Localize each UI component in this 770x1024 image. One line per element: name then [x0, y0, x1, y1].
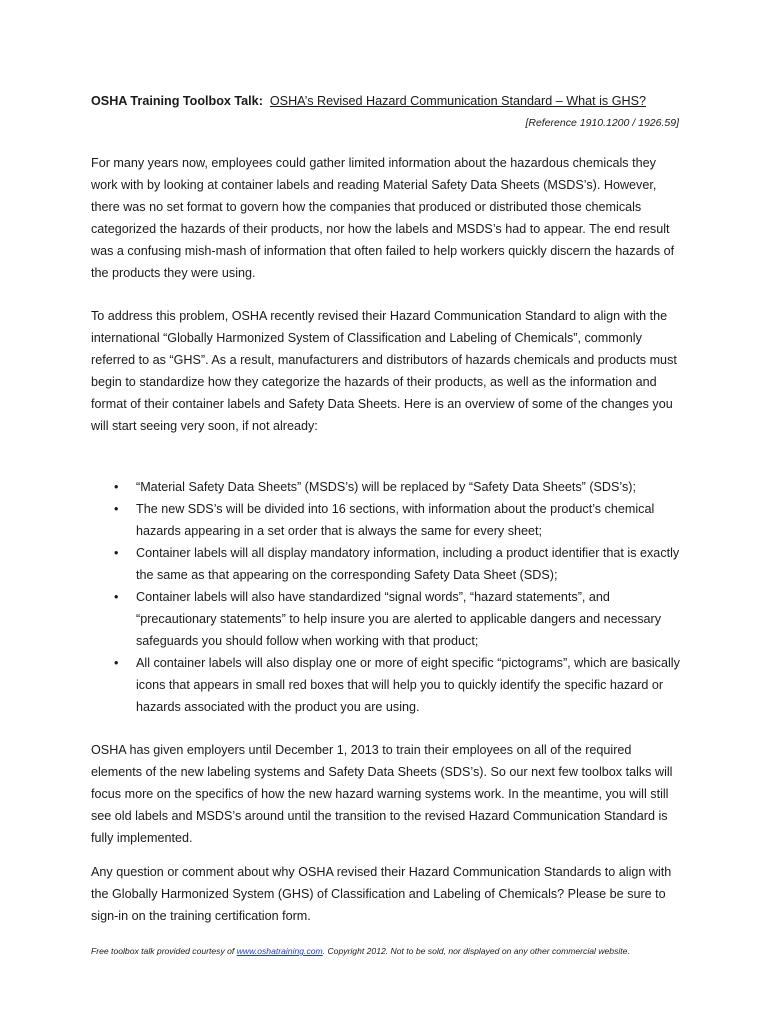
bullet-icon: •: [114, 480, 119, 494]
paragraph-problem: To address this problem, OSHA recently revised their Hazard Communication Standard to align with the international “Globally Harmonized System of Classification and Labeling of Chemicals”, commonly referred to as “GHS”. As a result, manufacturers and distributors of hazards chemicals and products must begin to standardize how they categorize the hazards of their products, as well as the information and format of their container labels and Safety Data Sheets. Here is an overview of some of the changes you will start seeing very soon, if not already:: [91, 309, 677, 433]
bullet-icon: •: [114, 502, 119, 516]
document-title: [91, 94, 691, 108]
paragraph-deadline: OSHA has given employers until December 1, 2013 to train their employees on all of the required elements of the new labeling systems and Safety Data Sheets (SDS’s). So our next few toolbox talks will focus more on the specifics of how the new hazard warning systems work. In the meantime, you will still see old labels and MSDS’s around until the transition to the revised Hazard Communication Standard is fully implemented.: [91, 743, 673, 845]
title-label: OSHA Training Toolbox Talk:: [91, 94, 263, 108]
list-item: [91, 652, 683, 718]
footer-link[interactable]: www.oshatraining.com: [236, 946, 323, 956]
changes-list: [91, 476, 683, 718]
list-item: [91, 498, 683, 542]
paragraph-intro: For many years now, employees could gather limited information about the hazardous chemicals they work with by looking at container labels and reading Material Safety Data Sheets (MSDS’s). However, there was no set format to govern how the companies that produced or distributed those chemicals categorized the hazards of their products, nor how the labels and MSDS’s had to appear. The end result was a confusing mish-mash of information that often failed to help workers quickly discern the hazards of the products they were using.: [91, 156, 675, 280]
bullet-icon: •: [114, 590, 119, 604]
footer-note: [91, 946, 691, 956]
list-item: [91, 476, 683, 498]
bullet-icon: •: [114, 656, 119, 670]
paragraph-questions: Any question or comment about why OSHA revised their Hazard Communication Standards to align with the Globally Harmonized System (GHS) of Classification and Labeling of Chemicals? Please be sure to sign-in on the training certification form.: [91, 865, 672, 923]
reference-citation: [Reference 1910.1200 / 1926.59]: [525, 117, 679, 129]
list-item: [91, 586, 683, 652]
list-item-text: The new SDS’s will be divided into 16 sections, with information about the product’s chemical hazards appearing in a set order that is always the same for every sheet;: [136, 502, 655, 538]
list-item-text: Container labels will all display mandatory information, including a product identifier that is exactly the same as that appearing on the corresponding Safety Data Sheet (SDS);: [136, 546, 680, 582]
title-text: OSHA’s Revised Hazard Communication Standard – What is GHS?: [269, 94, 646, 108]
bullet-icon: •: [114, 546, 119, 560]
list-item-text: All container labels will also display one or more of eight specific “pictograms”, which are basically icons that appears in small red boxes that will help you to quickly identify the specific hazard or hazards associated with the product you are using.: [136, 656, 680, 714]
list-item-text: Container labels will also have standardized “signal words”, “hazard statements”, and “precautionary statements” to help insure you are alerted to applicable dangers and necessary safeguards you should follow when working with that product;: [136, 590, 662, 648]
footer-prefix: Free toolbox talk provided courtesy of: [91, 946, 235, 956]
list-item-text: “Material Safety Data Sheets” (MSDS’s) will be replaced by “Safety Data Sheets” (SDS’s);: [136, 480, 636, 494]
list-item: [91, 542, 683, 586]
footer-suffix: . Copyright 2012. Not to be sold, nor displayed on any other commercial website.: [322, 946, 630, 956]
